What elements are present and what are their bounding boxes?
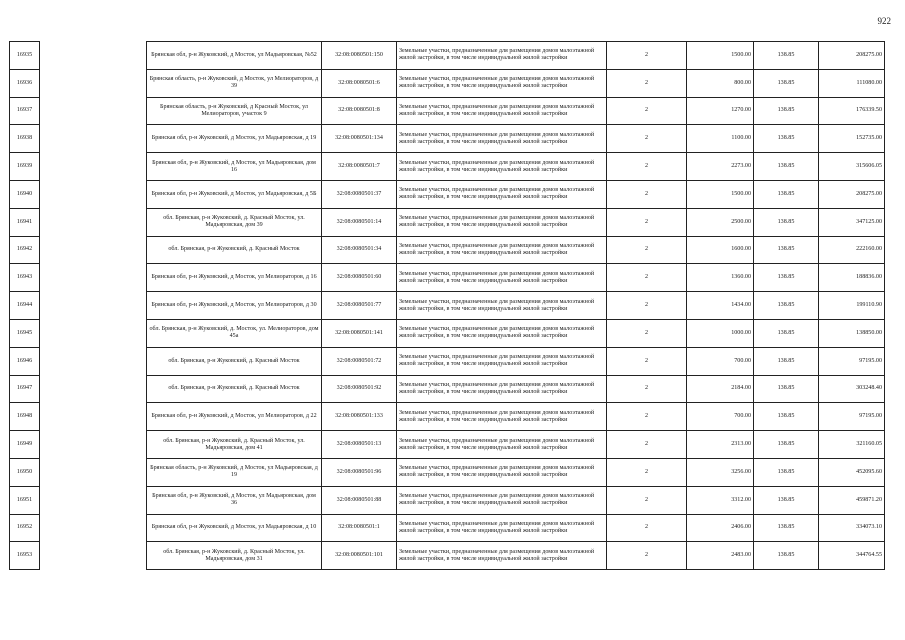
cadastral-number-cell: 32:08:0080501:96 [322,458,397,486]
spacer-cell [40,514,147,542]
cadastral-number-cell: 32:08:0080501:134 [322,125,397,153]
area-cell: 1600.00 [687,236,754,264]
address-cell: обл. Брянская, р-н Жуковский, д. Красный Мосток [147,375,322,403]
address-cell: Брянская область, р-н Жуковский, д Мосток, ул Мелиораторов, д 39 [147,69,322,97]
page-number: 922 [877,16,891,26]
rate-cell: 138.85 [754,42,819,70]
cadastral-number-cell: 32:08:0080501:88 [322,486,397,514]
area-cell: 1360.00 [687,264,754,292]
row-number: 16940 [10,180,40,208]
address-cell: обл. Брянская, р-н Жуковский, д. Красный Мосток [147,347,322,375]
group-code-cell: 2 [607,180,687,208]
land-purpose-cell: Земельные участки, предназначенные для размещения домов малоэтажной жилой застройки, в том числе индивидуальной жилой застройки [397,264,607,292]
table-row [10,264,885,292]
cadastral-number-cell: 32:08:0080501:60 [322,264,397,292]
spacer-cell [40,403,147,431]
cadastral-number-cell: 32:08:0080501:37 [322,180,397,208]
area-cell: 1100.00 [687,125,754,153]
row-number: 16943 [10,264,40,292]
cadastral-value-cell: 222160.00 [819,236,885,264]
rate-cell: 138.85 [754,486,819,514]
table-row [10,292,885,320]
land-purpose-cell: Земельные участки, предназначенные для размещения домов малоэтажной жилой застройки, в том числе индивидуальной жилой застройки [397,347,607,375]
area-cell: 3312.00 [687,486,754,514]
row-number: 16953 [10,542,40,570]
table-body [10,42,885,570]
area-cell: 2406.00 [687,514,754,542]
area-cell: 700.00 [687,403,754,431]
row-number: 16939 [10,153,40,181]
land-purpose-cell: Земельные участки, предназначенные для размещения домов малоэтажной жилой застройки, в том числе индивидуальной жилой застройки [397,542,607,570]
address-cell: Брянская обл, р-н Жуковский, д Мосток, ул Мадьяровская, д 10 [147,514,322,542]
area-cell: 2483.00 [687,542,754,570]
rate-cell: 138.85 [754,208,819,236]
rate-cell: 138.85 [754,125,819,153]
group-code-cell: 2 [607,403,687,431]
group-code-cell: 2 [607,97,687,125]
land-purpose-cell: Земельные участки, предназначенные для размещения домов малоэтажной жилой застройки, в том числе индивидуальной жилой застройки [397,125,607,153]
row-number: 16946 [10,347,40,375]
cadastral-value-cell: 452095.60 [819,458,885,486]
cadastral-value-cell: 303248.40 [819,375,885,403]
address-cell: обл. Брянская, р-н Жуковский, д. Красный Мосток, ул. Мадьяровская, дом 31 [147,542,322,570]
rate-cell: 138.85 [754,180,819,208]
table-row [10,403,885,431]
land-purpose-cell: Земельные участки, предназначенные для размещения домов малоэтажной жилой застройки, в том числе индивидуальной жилой застройки [397,180,607,208]
rate-cell: 138.85 [754,319,819,347]
cadastral-value-cell: 315606.05 [819,153,885,181]
area-cell: 1434.00 [687,292,754,320]
table-row [10,42,885,70]
spacer-cell [40,153,147,181]
table-row [10,97,885,125]
cadastral-value-cell: 459871.20 [819,486,885,514]
group-code-cell: 2 [607,236,687,264]
rate-cell: 138.85 [754,542,819,570]
cadastral-number-cell: 32:08:0080501:1 [322,514,397,542]
row-number: 16947 [10,375,40,403]
row-number: 16942 [10,236,40,264]
table-row [10,542,885,570]
area-cell: 1500.00 [687,180,754,208]
rate-cell: 138.85 [754,264,819,292]
cadastral-value-cell: 344764.55 [819,542,885,570]
row-number: 16937 [10,97,40,125]
group-code-cell: 2 [607,431,687,459]
address-cell: обл. Брянская, р-н Жуковский, д. Красный Мосток [147,236,322,264]
spacer-cell [40,431,147,459]
group-code-cell: 2 [607,458,687,486]
rate-cell: 138.85 [754,236,819,264]
cadastral-value-cell: 208275.00 [819,42,885,70]
group-code-cell: 2 [607,542,687,570]
rate-cell: 138.85 [754,347,819,375]
group-code-cell: 2 [607,69,687,97]
row-number: 16935 [10,42,40,70]
group-code-cell: 2 [607,208,687,236]
spacer-cell [40,542,147,570]
rate-cell: 138.85 [754,431,819,459]
table-row [10,69,885,97]
land-purpose-cell: Земельные участки, предназначенные для размещения домов малоэтажной жилой застройки, в том числе индивидуальной жилой застройки [397,514,607,542]
cadastral-number-cell: 32:08:0080501:7 [322,153,397,181]
address-cell: Брянская обл, р-н Жуковский, д Мосток, ул Мелиораторов, д 22 [147,403,322,431]
spacer-cell [40,42,147,70]
rate-cell: 138.85 [754,458,819,486]
group-code-cell: 2 [607,42,687,70]
cadastral-number-cell: 32:08:0080501:8 [322,97,397,125]
address-cell: обл. Брянская, р-н Жуковский, д. Красный Мосток, ул. Мадьяровская, дом 39 [147,208,322,236]
table-row [10,514,885,542]
spacer-cell [40,486,147,514]
cadastral-value-cell: 347125.00 [819,208,885,236]
table-row [10,486,885,514]
land-purpose-cell: Земельные участки, предназначенные для размещения домов малоэтажной жилой застройки, в том числе индивидуальной жилой застройки [397,69,607,97]
rate-cell: 138.85 [754,153,819,181]
spacer-cell [40,458,147,486]
spacer-cell [40,375,147,403]
row-number: 16951 [10,486,40,514]
row-number: 16938 [10,125,40,153]
table-row [10,347,885,375]
group-code-cell: 2 [607,153,687,181]
area-cell: 1000.00 [687,319,754,347]
cadastral-number-cell: 32:08:0080501:133 [322,403,397,431]
spacer-cell [40,125,147,153]
cadastral-number-cell: 32:08:0080501:13 [322,431,397,459]
land-purpose-cell: Земельные участки, предназначенные для размещения домов малоэтажной жилой застройки, в том числе индивидуальной жилой застройки [397,292,607,320]
table-row [10,319,885,347]
area-cell: 1500.00 [687,42,754,70]
land-purpose-cell: Земельные участки, предназначенные для размещения домов малоэтажной жилой застройки, в том числе индивидуальной жилой застройки [397,97,607,125]
group-code-cell: 2 [607,292,687,320]
row-number: 16952 [10,514,40,542]
cadastral-value-cell: 138850.00 [819,319,885,347]
cadastral-number-cell: 32:08:0080501:141 [322,319,397,347]
address-cell: Брянская обл, р-н Жуковский, д Мосток, ул Мадьяровская, д 5Б [147,180,322,208]
area-cell: 2500.00 [687,208,754,236]
area-cell: 2184.00 [687,375,754,403]
rate-cell: 138.85 [754,69,819,97]
spacer-cell [40,97,147,125]
table-row [10,375,885,403]
row-number: 16936 [10,69,40,97]
land-purpose-cell: Земельные участки, предназначенные для размещения домов малоэтажной жилой застройки, в том числе индивидуальной жилой застройки [397,208,607,236]
cadastral-value-cell: 97195.00 [819,347,885,375]
rate-cell: 138.85 [754,403,819,431]
table-row [10,153,885,181]
cadastral-number-cell: 32:08:0080501:150 [322,42,397,70]
cadastral-number-cell: 32:08:0080501:92 [322,375,397,403]
address-cell: Брянская обл, р-н Жуковский, д Мосток, ул Мадьяровская, д 19 [147,125,322,153]
land-purpose-cell: Земельные участки, предназначенные для размещения домов малоэтажной жилой застройки, в том числе индивидуальной жилой застройки [397,153,607,181]
spacer-cell [40,180,147,208]
spacer-cell [40,347,147,375]
group-code-cell: 2 [607,264,687,292]
cadastral-number-cell: 32:08:0080501:34 [322,236,397,264]
cadastral-number-cell: 32:08:0080501:77 [322,292,397,320]
address-cell: Брянская обл, р-н Жуковский, д Мосток, ул Мадьяровская, дом 36 [147,486,322,514]
rate-cell: 138.85 [754,514,819,542]
spacer-cell [40,264,147,292]
row-number: 16941 [10,208,40,236]
group-code-cell: 2 [607,125,687,153]
spacer-cell [40,292,147,320]
cadastral-value-cell: 334073.10 [819,514,885,542]
land-purpose-cell: Земельные участки, предназначенные для размещения домов малоэтажной жилой застройки, в том числе индивидуальной жилой застройки [397,375,607,403]
cadastral-value-cell: 199110.90 [819,292,885,320]
address-cell: Брянская обл, р-н Жуковский, д Мосток, ул Мелиораторов, д 30 [147,292,322,320]
land-purpose-cell: Земельные участки, предназначенные для размещения домов малоэтажной жилой застройки, в том числе индивидуальной жилой застройки [397,431,607,459]
address-cell: Брянская обл, р-н Жуковский, д Мосток, ул Мадьяровская, №52 [147,42,322,70]
address-cell: Брянская область, р-н Жуковский, д Красный Мосток, ул Мелиораторов, участок 9 [147,97,322,125]
row-number: 16948 [10,403,40,431]
land-purpose-cell: Земельные участки, предназначенные для размещения домов малоэтажной жилой застройки, в том числе индивидуальной жилой застройки [397,458,607,486]
group-code-cell: 2 [607,486,687,514]
land-purpose-cell: Земельные участки, предназначенные для размещения домов малоэтажной жилой застройки, в том числе индивидуальной жилой застройки [397,236,607,264]
spacer-cell [40,208,147,236]
cadastral-number-cell: 32:08:0080501:14 [322,208,397,236]
cadastral-number-cell: 32:08:0080501:72 [322,347,397,375]
spacer-cell [40,319,147,347]
spacer-cell [40,69,147,97]
land-purpose-cell: Земельные участки, предназначенные для размещения домов малоэтажной жилой застройки, в том числе индивидуальной жилой застройки [397,486,607,514]
group-code-cell: 2 [607,514,687,542]
cadastral-value-cell: 111080.00 [819,69,885,97]
cadastral-value-cell: 97195.00 [819,403,885,431]
table-row [10,208,885,236]
cadastral-value-cell: 321160.05 [819,431,885,459]
cadastral-value-cell: 188836.00 [819,264,885,292]
address-cell: обл. Брянская, р-н Жуковский, д. Мосток, ул. Мелиораторов, дом 45а [147,319,322,347]
area-cell: 700.00 [687,347,754,375]
address-cell: Брянская область, р-н Жуковский, д Мосток, ул Мадьяровская, д 19 [147,458,322,486]
row-number: 16945 [10,319,40,347]
rate-cell: 138.85 [754,97,819,125]
row-number: 16949 [10,431,40,459]
table-row [10,180,885,208]
land-registry-table [9,41,885,570]
table-row [10,236,885,264]
group-code-cell: 2 [607,375,687,403]
area-cell: 800.00 [687,69,754,97]
area-cell: 1270.00 [687,97,754,125]
area-cell: 3256.00 [687,458,754,486]
row-number: 16944 [10,292,40,320]
group-code-cell: 2 [607,319,687,347]
group-code-cell: 2 [607,347,687,375]
table-row [10,431,885,459]
address-cell: обл. Брянская, р-н Жуковский, д. Красный Мосток, ул. Мадьяровская, дом 41 [147,431,322,459]
table-row [10,125,885,153]
address-cell: Брянская обл, р-н Жуковский, д Мосток, ул Мелиораторов, д 16 [147,264,322,292]
area-cell: 2313.00 [687,431,754,459]
rate-cell: 138.85 [754,292,819,320]
row-number: 16950 [10,458,40,486]
address-cell: Брянская обл, р-н Жуковский, д Мосток, ул Мадьяровская, дом 16 [147,153,322,181]
land-purpose-cell: Земельные участки, предназначенные для размещения домов малоэтажной жилой застройки, в том числе индивидуальной жилой застройки [397,319,607,347]
area-cell: 2273.00 [687,153,754,181]
cadastral-number-cell: 32:08:0080501:6 [322,69,397,97]
land-purpose-cell: Земельные участки, предназначенные для размещения домов малоэтажной жилой застройки, в том числе индивидуальной жилой застройки [397,42,607,70]
land-purpose-cell: Земельные участки, предназначенные для размещения домов малоэтажной жилой застройки, в том числе индивидуальной жилой застройки [397,403,607,431]
cadastral-number-cell: 32:08:0080501:101 [322,542,397,570]
table-row [10,458,885,486]
rate-cell: 138.85 [754,375,819,403]
spacer-cell [40,236,147,264]
cadastral-value-cell: 208275.00 [819,180,885,208]
cadastral-value-cell: 152735.00 [819,125,885,153]
cadastral-value-cell: 176339.50 [819,97,885,125]
